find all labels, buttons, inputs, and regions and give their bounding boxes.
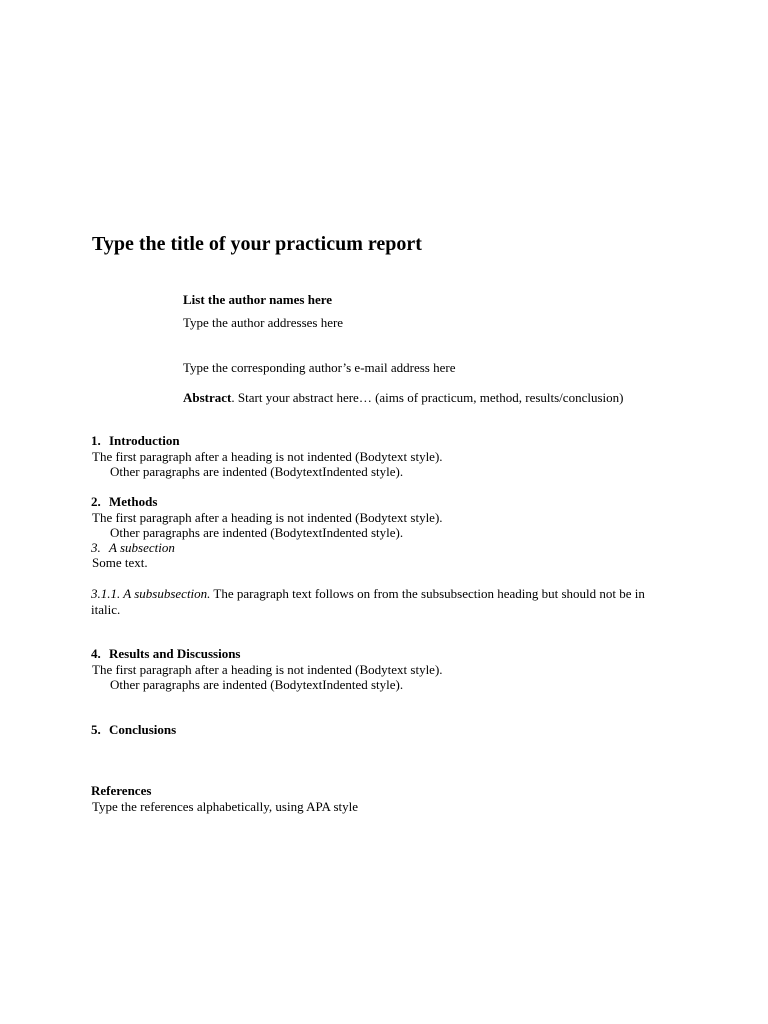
author-addresses: Type the author addresses here [183, 315, 344, 330]
section-number: 5. [91, 722, 101, 737]
subsubsection-heading: 3.1.1. A subsubsection. [91, 586, 211, 601]
section-number: 2. [91, 494, 101, 509]
section-heading-methods [91, 494, 157, 509]
subsection-heading [91, 540, 175, 555]
introduction-paragraph-2: Other paragraphs are indented (BodytextIndented style). [110, 464, 404, 479]
subsection-text: Some text. [92, 555, 148, 570]
results-paragraph-2: Other paragraphs are indented (BodytextIndented style). [110, 677, 404, 692]
methods-paragraph-1: The first paragraph after a heading is not indented (Bodytext style). [92, 510, 443, 525]
results-paragraph-1: The first paragraph after a heading is not indented (Bodytext style). [92, 662, 443, 677]
subsection-number: 3. [91, 540, 101, 555]
subsubsection-text: The paragraph text follows on from the subsubsection heading but should not be in italic. [91, 586, 645, 617]
introduction-paragraph-1: The first paragraph after a heading is not indented (Bodytext style). [92, 449, 443, 464]
subsubsection [91, 586, 677, 617]
abstract-text: . Start your abstract here… (aims of practicum, method, results/conclusion) [231, 390, 624, 405]
references-text: Type the references alphabetically, using APA style [92, 799, 358, 814]
subsection-title: A subsection [109, 540, 175, 555]
section-title: Introduction [109, 433, 180, 448]
references-heading: References [91, 783, 152, 798]
section-title: Conclusions [109, 722, 177, 737]
section-heading-results [91, 646, 241, 661]
author-names: List the author names here [183, 292, 333, 307]
report-title: Type the title of your practicum report [92, 233, 422, 255]
abstract-label: Abstract [183, 390, 232, 405]
section-number: 4. [91, 646, 101, 661]
section-title: Results and Discussions [109, 646, 241, 661]
abstract [183, 390, 623, 405]
methods-paragraph-2: Other paragraphs are indented (BodytextIndented style). [110, 525, 404, 540]
author-email: Type the corresponding author’s e-mail address here [183, 360, 456, 375]
section-number: 1. [91, 433, 101, 448]
section-heading-introduction [91, 433, 180, 448]
section-heading-conclusions [91, 722, 176, 737]
section-title: Methods [109, 494, 158, 509]
